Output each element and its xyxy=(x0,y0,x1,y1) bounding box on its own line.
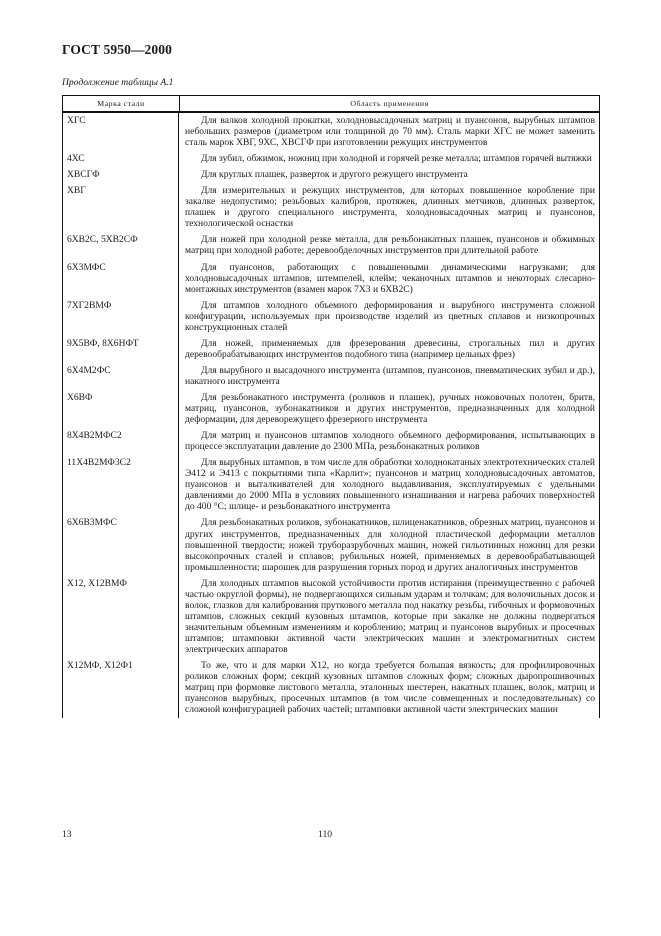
table-row xyxy=(63,428,599,455)
steel-grade-cell: Х6ВФ xyxy=(67,391,93,403)
table-row xyxy=(63,113,599,151)
application-cell: Для пуансонов, работающих с повышенными динамическими нагрузками; для холодновысадочных штампов, штемпелей, клейм; чеканочных штампов и некоторых слесарно-монтажных инструментов (взамен марок 7Х3 и 6ХВ2С) xyxy=(185,261,595,295)
page-number-left: 13 xyxy=(62,829,72,840)
steel-applications-table xyxy=(62,95,600,718)
document-title: ГОСТ 5950—2000 xyxy=(62,42,172,57)
application-cell: Для ножей при холодной резке металла, для резьбонакатных плашек, пуансонов и обжимных матриц при холодной работе; деревообделочных инструментов при длительной работе xyxy=(185,234,595,257)
application-cell: Для ножей, применяемых для фрезерования древесины, строгальных пил и других деревообрабатывающих инструментов подобного типа (например цельных фрез) xyxy=(185,337,595,360)
table-row xyxy=(63,658,599,718)
application-cell: Для холодных штампов высокой устойчивости против истирания (преимущественно с рабочей частью округлой формы), не подвергающихся сильным ударам и толчкам; для волочильных досок и волок, глазков для калибрования пруткового металла под накатку резьбы, гибочных и формовочных штампов, сложных секций кузовных штампов, которые при закалке не должны подвергаться значительным объемным изменениям и короблению; матриц и пуансонов вырубных и просечных штампов; штамповки активной части электрических машин и электромагнитных систем электрических аппаратов xyxy=(185,577,595,655)
steel-grade-cell: 4ХС xyxy=(67,153,85,165)
application-cell: Для измерительных и режущих инструментов, для которых повышенное коробление при закалке недопустимо; резьбовых калибров, протяжек, длинных метчиков, длинных разверток, плашек и другого специального инструмента, холодновысадочных матриц и пуансонов, технологической оснастки xyxy=(185,185,595,230)
table-row xyxy=(63,183,599,232)
steel-grade-cell: Х12МФ, Х12Ф1 xyxy=(67,660,133,672)
application-cell: Для вырубного и высадочного инструмента (штампов, пуансонов, пневматических зубил и др.), накатного инструмента xyxy=(185,364,595,387)
table-row xyxy=(63,390,599,428)
table-body xyxy=(62,113,600,718)
application-cell: То же, что и для марки Х12, но когда требуется большая вязкость; для профилировочных роликов сложных форм; секций кузовных штампов сложных форм; сложных дыропрошивочных матриц при формовке листового металла, эталонных шестерен, накатных плашек, волок, матриц и пуансонов вырубных, просечных штампов (в том числе совмещенных и последовательных) со сложной конфигурацией рабочих частей; штамповки активной части электрических машин xyxy=(185,660,595,716)
table-row xyxy=(63,151,599,167)
steel-grade-cell: 6Х6В3МФС xyxy=(67,517,117,529)
table-row xyxy=(63,232,599,259)
steel-grade-cell: 8Х4В2МФС2 xyxy=(67,430,122,442)
steel-grade-cell: 6ХВ2С, 5ХВ2СФ xyxy=(67,234,138,246)
application-cell: Для резьбонакатных роликов, зубонакатников, шлиценакатников, обрезных матриц, пуансонов и других инструментов, предназначенных для холодной пластической деформации металлов повышенной твердости; ножей труборазрубочных машин, ножей гильотинных ножниц для резки высокопрочных сталей и сплавов; рубильных ножей, применяемых в деревообрабатывающей промышленности; шарошек для разрушения горных пород и других аналогичных инструментов xyxy=(185,517,595,573)
column-header-application: Область применения xyxy=(350,99,429,108)
steel-grade-cell: 6Х3МФС xyxy=(67,261,106,273)
application-cell: Для матриц и пуансонов штампов холодного объемного деформирования, испытывающих в процессе эксплуатации давление до 2300 МПа, резьбонакатных роликов xyxy=(185,430,595,453)
table-caption: Продолжение таблицы А.1 xyxy=(62,77,174,88)
steel-grade-cell: ХВГ xyxy=(67,185,86,197)
table-row xyxy=(63,515,599,575)
table-row xyxy=(63,576,599,658)
page-number-center: 110 xyxy=(318,829,333,840)
table-row xyxy=(63,167,599,183)
application-cell: Для валков холодной прокатки, холодновысадочных матриц и пуансонов, вырубных штампов небольших размеров (диаметром или толщиной до 70 мм). Сталь марки ХГС не может заменить сталь марок ХВГ, 9ХС, ХВСГФ при изготовлении режущих инструментов xyxy=(185,115,595,149)
application-cell: Для зубил, обжимок, ножниц при холодной и горячей резке металла; штампов горячей вытяжки xyxy=(201,153,592,165)
table-header xyxy=(62,95,600,113)
steel-grade-cell: ХВСГФ xyxy=(67,169,100,181)
column-header-grade: Марка стали xyxy=(63,96,180,111)
table-row xyxy=(63,336,599,363)
table-row xyxy=(63,260,599,298)
application-cell: Для круглых плашек, разверток и другого режущего инструмента xyxy=(201,169,468,181)
application-cell: Для вырубных штампов, в том числе для обработки холоднокатаных электротехнических сталей Э412 и Э413 с покрытиями типа «Карлит»; пуансонов и матриц холодновысадочных автоматов, пуансонов и выталкивателей для холодного выдавливания, эксплуатируемых с удельными давлениями до 2000 МПа в условиях повышенного изнашивания и нагрева рабочих поверхностей до 400 °С; шлице- и резьбонакатного инструмента xyxy=(185,457,595,513)
table-row xyxy=(63,455,599,515)
application-cell: Для штампов холодного объемного деформирования и вырубного инструмента сложной конфигурации, используемых при производстве изделий из цветных сплавов и низкопрочных конструкционных сталей xyxy=(185,299,595,333)
steel-grade-cell: 7ХГ2ВМФ xyxy=(67,299,112,311)
table-row xyxy=(63,298,599,336)
steel-grade-cell: 11Х4В2МФ3С2 xyxy=(67,457,131,469)
steel-grade-cell: Х12, Х12ВМФ xyxy=(67,577,127,589)
steel-grade-cell: ХГС xyxy=(67,115,86,126)
steel-grade-cell: 6Х4М2ФС xyxy=(67,364,111,376)
application-cell: Для резьбонакатного инструмента (роликов и плашек), ручных ножовочных полотен, бритв, матриц, пуансонов, зубонакатников и других инструментов, предназначенных для холодной деформации, для дереворежущего фрезерного инструмента xyxy=(185,391,595,426)
table-row xyxy=(63,363,599,390)
steel-grade-cell: 9Х5ВФ, 8Х6НФТ xyxy=(67,337,139,349)
